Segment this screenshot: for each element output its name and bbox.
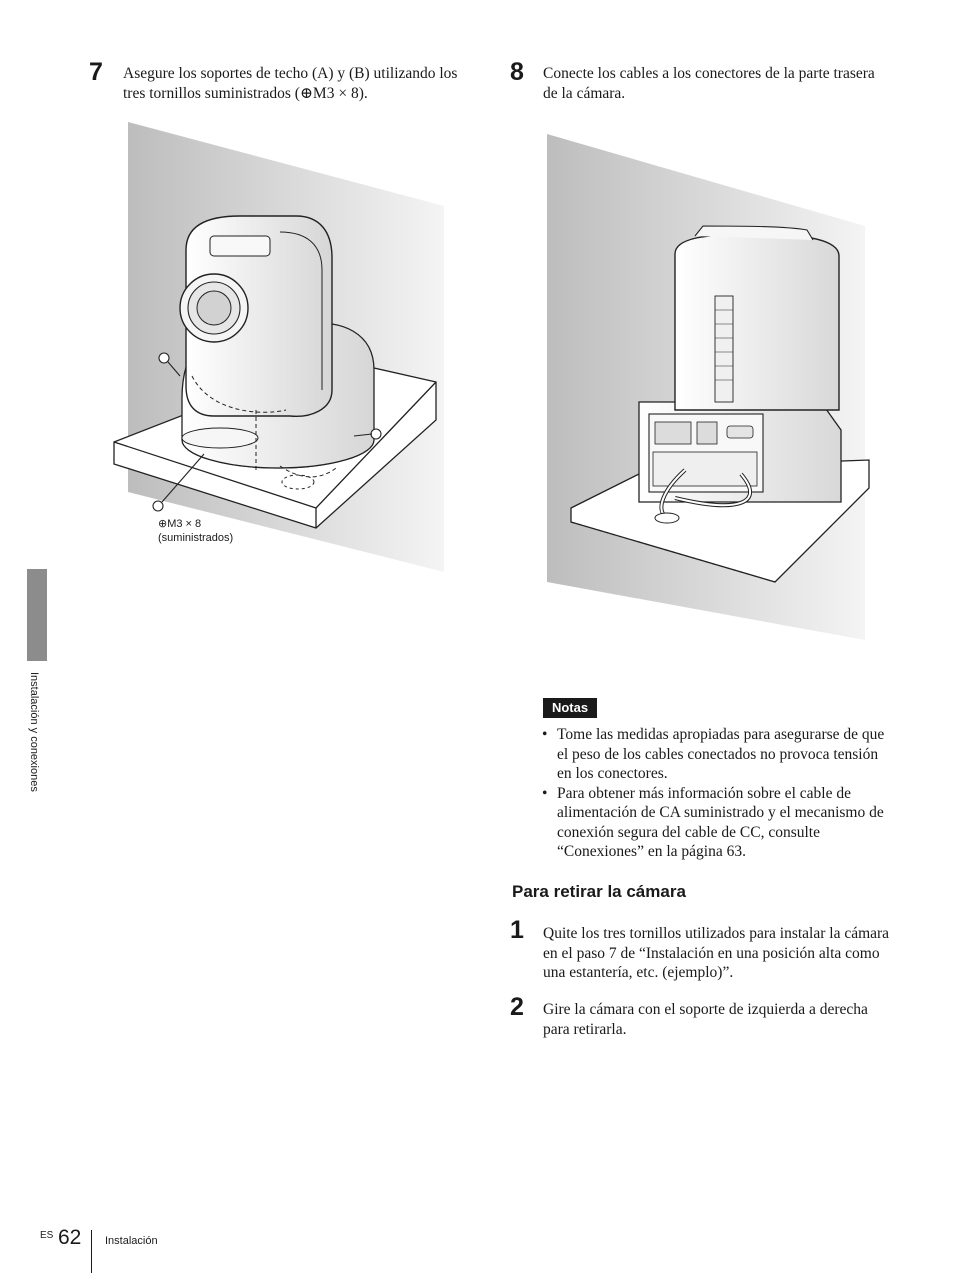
removal-step-2-number: 2 — [510, 993, 524, 1021]
removal-step-1-number: 1 — [510, 916, 524, 944]
removal-step-1-text: Quite los tres tornillos utilizados para instalar la cámara en el paso 7 de “Instalación en una posición alta como una estantería, etc. (ejemplo)”. — [543, 925, 890, 981]
page-number: 62 — [58, 1226, 82, 1249]
step-8-text: Conecte los cables a los conectores de la parte trasera de la cámara. — [543, 65, 875, 102]
camera-mounting-illustration — [110, 120, 450, 580]
screw-size-label: ⊕M3 × 8 — [158, 518, 202, 530]
notes-badge: Notas — [543, 698, 597, 718]
footer-language: ES — [40, 1230, 54, 1241]
footer-divider — [91, 1230, 92, 1273]
step-7-text: Asegure los soportes de techo (A) y (B) utilizando los tres tornillos suministrados (⊕M3 × 8). — [123, 65, 458, 102]
side-section-label: Instalación y conexiones — [28, 672, 40, 792]
section-index-tab — [27, 569, 47, 661]
notes-list — [542, 725, 892, 862]
note-item: • Para obtener más información sobre el cable de alimentación de CA suministrado y el mecanismo de conexión segura del cable de CC, consulte “Conexiones” en la página 63. — [542, 784, 892, 862]
removal-step-2-text: Gire la cámara con el soporte de izquierda a derecha para retirarla. — [543, 1001, 868, 1038]
screw-supplied-label: (suministrados) — [158, 532, 234, 544]
camera-rear-connections-illustration — [545, 130, 870, 645]
section-heading: Para retirar la cámara — [512, 882, 686, 901]
step-7-number: 7 — [89, 58, 103, 86]
step-8-number: 8 — [510, 58, 524, 86]
footer-section-name: Instalación — [105, 1235, 158, 1247]
note-item: • Tome las medidas apropiadas para asegurarse de que el peso de los cables conectados no provoca tensión en los conectores. — [542, 725, 892, 784]
